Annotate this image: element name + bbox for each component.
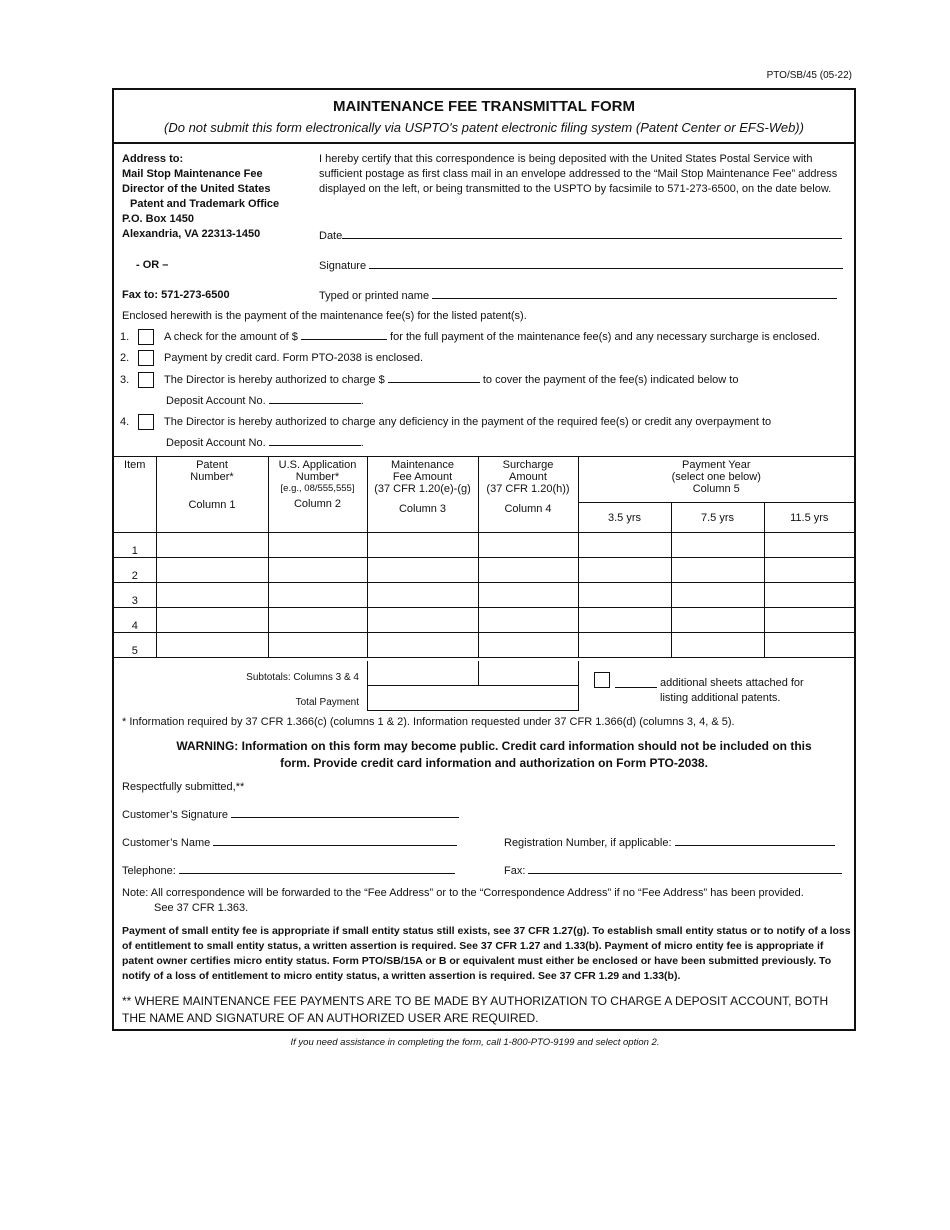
- address-line: Alexandria, VA 22313-1450: [122, 228, 261, 240]
- header-item: Item: [114, 457, 156, 533]
- surcharge-cell[interactable]: [478, 633, 578, 658]
- deposit-account-note: ** WHERE MAINTENANCE FEE PAYMENTS ARE TO BE MADE BY AUTHORIZATION TO CHARGE A DEPOSIT ACCOUNT, BOTH THE NAME AND SIGNATURE OF AN AUTHORIZED USER ARE REQUIRED.: [122, 994, 829, 1025]
- additional-sheets-label: additional sheets attached for: [660, 677, 804, 689]
- application-number-cell[interactable]: [268, 633, 367, 658]
- option-3-deposit: Deposit Account No. .: [166, 395, 364, 407]
- deposit-label: Deposit Account No.: [166, 395, 266, 407]
- address-or: - OR –: [136, 259, 169, 271]
- small-entity-note: Payment of small entity fee is appropriate if small entity status still exists, see 37 CFR 1.27(g). To establish small entity status or to notify of a loss of entitlement to small entity status, a written assertion is required. See 37 CFR 1.27 and 1.33(b). Payment of micro entity fee is appropriate if patent owner certifies micro entity status. Form PTO/SB/15A or B or equivalent must either be enclosed or have been submitted previously. To notify of a loss of entitlement to micro entity status, a written assertion is required. See 37 CFR 1.29 and 1.33(b).: [122, 925, 851, 982]
- payment-intro: Enclosed herewith is the payment of the maintenance fee(s) for the listed patent(s).: [122, 310, 527, 322]
- header-payment-year: Payment Year (select one below) Column 5: [578, 457, 854, 503]
- table-row: [114, 533, 854, 558]
- fee-amount-cell[interactable]: [367, 533, 478, 558]
- certification-text: I hereby certify that this correspondence is being deposited with the United States Postal Service with sufficient postage as first class mail in an envelope addressed to the “Mail Stop Maintenance Fee” address displayed on the left, or being transmitted to the USPTO by facsimile to 571-273-6500, on the date below.: [319, 153, 838, 195]
- note-line: See 37 CFR 1.363.: [154, 902, 249, 914]
- fee-amount-cell[interactable]: [367, 608, 478, 633]
- option-4-deposit: Deposit Account No. .: [166, 437, 364, 449]
- date-field[interactable]: [342, 238, 842, 239]
- option-number: 4.: [120, 416, 130, 428]
- year-cell[interactable]: [764, 583, 854, 608]
- table-row: [114, 558, 854, 583]
- telephone-label: Telephone:: [122, 865, 176, 877]
- year-cell[interactable]: [671, 583, 764, 608]
- patent-number-cell[interactable]: [156, 533, 268, 558]
- row-number: 5: [114, 633, 156, 658]
- deposit-label: Deposit Account No.: [166, 437, 266, 449]
- fax-label: Fax:: [504, 865, 526, 877]
- surcharge-cell[interactable]: [478, 583, 578, 608]
- option-2-label: Payment by credit card. Form PTO-2038 is enclosed.: [164, 352, 424, 364]
- form-frame: [112, 88, 856, 1031]
- telephone-field[interactable]: [179, 873, 455, 874]
- year-cell[interactable]: [764, 608, 854, 633]
- charge-authorization-checkbox[interactable]: [138, 372, 154, 388]
- patent-number-cell[interactable]: [156, 608, 268, 633]
- additional-sheets-checkbox[interactable]: [594, 672, 610, 688]
- year-cell[interactable]: [671, 633, 764, 658]
- additional-sheets-label: listing additional patents.: [660, 692, 781, 704]
- application-number-cell[interactable]: [268, 533, 367, 558]
- year-cell[interactable]: [578, 633, 671, 658]
- typed-name-label: Typed or printed name: [319, 290, 430, 302]
- customer-name-label: Customer’s Name: [122, 837, 211, 849]
- customer-name-field[interactable]: [213, 845, 457, 846]
- patent-number-cell[interactable]: [156, 558, 268, 583]
- address-line: P.O. Box 1450: [122, 213, 194, 225]
- fax-row: [504, 864, 842, 879]
- header-patent-number: Patent Number* Column 1: [156, 457, 268, 533]
- total-payment-field[interactable]: [367, 686, 579, 711]
- registration-field[interactable]: [675, 845, 835, 846]
- option-1-label: A check for the amount of $: [164, 331, 298, 343]
- address-line: Mail Stop Maintenance Fee: [122, 168, 263, 180]
- signature-row: [319, 259, 843, 274]
- year-cell[interactable]: [578, 608, 671, 633]
- year-option-7-5[interactable]: 7.5 yrs: [671, 503, 764, 533]
- option-1-label-cont: for the full payment of the maintenance fee(s) and any necessary surcharge is enclosed.: [390, 331, 820, 343]
- option-number: 1.: [120, 331, 130, 343]
- fee-amount-cell[interactable]: [367, 583, 478, 608]
- row-number: 4: [114, 608, 156, 633]
- patent-number-cell[interactable]: [156, 633, 268, 658]
- year-option-3-5[interactable]: 3.5 yrs: [578, 503, 671, 533]
- deposit-account-field[interactable]: [269, 445, 361, 446]
- table-row: [114, 608, 854, 633]
- year-cell[interactable]: [578, 558, 671, 583]
- typed-name-row: [319, 289, 837, 304]
- additional-sheets-count-field[interactable]: [615, 675, 657, 688]
- table-row: [114, 583, 854, 608]
- year-cell[interactable]: [578, 533, 671, 558]
- year-cell[interactable]: [764, 633, 854, 658]
- row-number: 2: [114, 558, 156, 583]
- year-cell[interactable]: [671, 558, 764, 583]
- assistance-note: If you need assistance in completing the form, call 1-800-PTO-9199 and select option 2.: [290, 1037, 660, 1048]
- option-3-text: [164, 373, 738, 388]
- customer-name-row: [122, 836, 457, 851]
- application-number-cell[interactable]: [268, 583, 367, 608]
- deposit-account-field[interactable]: [269, 403, 361, 404]
- credit-card-checkbox[interactable]: [138, 350, 154, 366]
- year-cell[interactable]: [764, 558, 854, 583]
- customer-signature-field[interactable]: [231, 817, 459, 818]
- subtotal-fee-field[interactable]: [367, 661, 479, 686]
- date-label: Date: [319, 230, 343, 242]
- registration-label: Registration Number, if applicable:: [504, 837, 672, 849]
- note-line: Note: All correspondence will be forwarded to the “Fee Address” or to the “Correspondence Address” if no “Fee Address” has been provided.: [122, 887, 804, 899]
- customer-signature-row: [122, 808, 459, 823]
- warning-text: WARNING: Information on this form may become public. Credit card information should not be included on this form. Provide credit card information and authorization on Form PTO-2038.: [176, 739, 812, 770]
- row-number: 1: [114, 533, 156, 558]
- table-row: [114, 633, 854, 658]
- subtotal-surcharge-field[interactable]: [478, 661, 579, 686]
- fee-amount-cell[interactable]: [367, 633, 478, 658]
- check-payment-checkbox[interactable]: [138, 329, 154, 345]
- registration-row: [504, 836, 835, 851]
- option-4-label: The Director is hereby authorized to charge any deficiency in the payment of the required fee(s) or credit any overpayment to: [164, 416, 772, 428]
- year-cell[interactable]: [671, 608, 764, 633]
- option-number: 3.: [120, 374, 130, 386]
- surcharge-cell[interactable]: [478, 558, 578, 583]
- year-option-11-5[interactable]: 11.5 yrs: [764, 503, 854, 533]
- respectfully-submitted: Respectfully submitted,**: [122, 781, 245, 793]
- application-number-cell[interactable]: [268, 608, 367, 633]
- title-divider: [114, 142, 854, 144]
- subtotals-label: Subtotals: Columns 3 & 4: [246, 672, 359, 683]
- fee-amount-cell[interactable]: [367, 558, 478, 583]
- address-line: Director of the United States: [122, 183, 271, 195]
- form-subtitle: (Do not submit this form electronically via USPTO's patent electronic filing system (Patent Center or EFS-Web)): [164, 120, 804, 135]
- option-3-label: The Director is hereby authorized to charge $: [164, 374, 385, 386]
- option-3-label-cont: to cover the payment of the fee(s) indicated below to: [482, 374, 739, 386]
- header-application-number: U.S. Application Number* [e.g., 08/555,555] Column 2: [268, 457, 367, 533]
- year-cell[interactable]: [671, 533, 764, 558]
- year-cell[interactable]: [764, 533, 854, 558]
- signature-field[interactable]: [369, 268, 843, 269]
- customer-signature-label: Customer’s Signature: [122, 809, 228, 821]
- year-cell[interactable]: [578, 583, 671, 608]
- surcharge-cell[interactable]: [478, 533, 578, 558]
- signature-label: Signature: [319, 260, 367, 272]
- telephone-row: [122, 864, 455, 879]
- check-amount-field[interactable]: [301, 339, 387, 340]
- fees-table: [114, 456, 854, 658]
- fax-to: Fax to: 571-273-6500: [122, 289, 230, 301]
- header-surcharge: Surcharge Amount (37 CFR 1.20(h)) Column 4: [478, 457, 578, 533]
- address-line: Patent and Trademark Office: [130, 198, 280, 210]
- option-number: 2.: [120, 352, 130, 364]
- typed-name-field[interactable]: [432, 298, 837, 299]
- option-1-text: [164, 330, 820, 345]
- fax-field[interactable]: [528, 873, 842, 874]
- form-title: MAINTENANCE FEE TRANSMITTAL FORM: [333, 98, 635, 115]
- application-number-cell[interactable]: [268, 558, 367, 583]
- total-label: Total Payment: [295, 697, 359, 708]
- header-fee-amount: Maintenance Fee Amount (37 CFR 1.20(e)-(g) Column 3: [367, 457, 478, 533]
- row-number: 3: [114, 583, 156, 608]
- footnote: * Information required by 37 CFR 1.366(c) (columns 1 & 2). Information requested under 37 CFR 1.366(d) (columns 3, 4, & 5).: [122, 716, 735, 728]
- address-heading: Address to:: [122, 153, 184, 165]
- surcharge-cell[interactable]: [478, 608, 578, 633]
- form-id: PTO/SB/45 (05-22): [766, 70, 852, 81]
- patent-number-cell[interactable]: [156, 583, 268, 608]
- charge-amount-field[interactable]: [388, 382, 480, 383]
- date-row: [319, 229, 842, 244]
- deficiency-authorization-checkbox[interactable]: [138, 414, 154, 430]
